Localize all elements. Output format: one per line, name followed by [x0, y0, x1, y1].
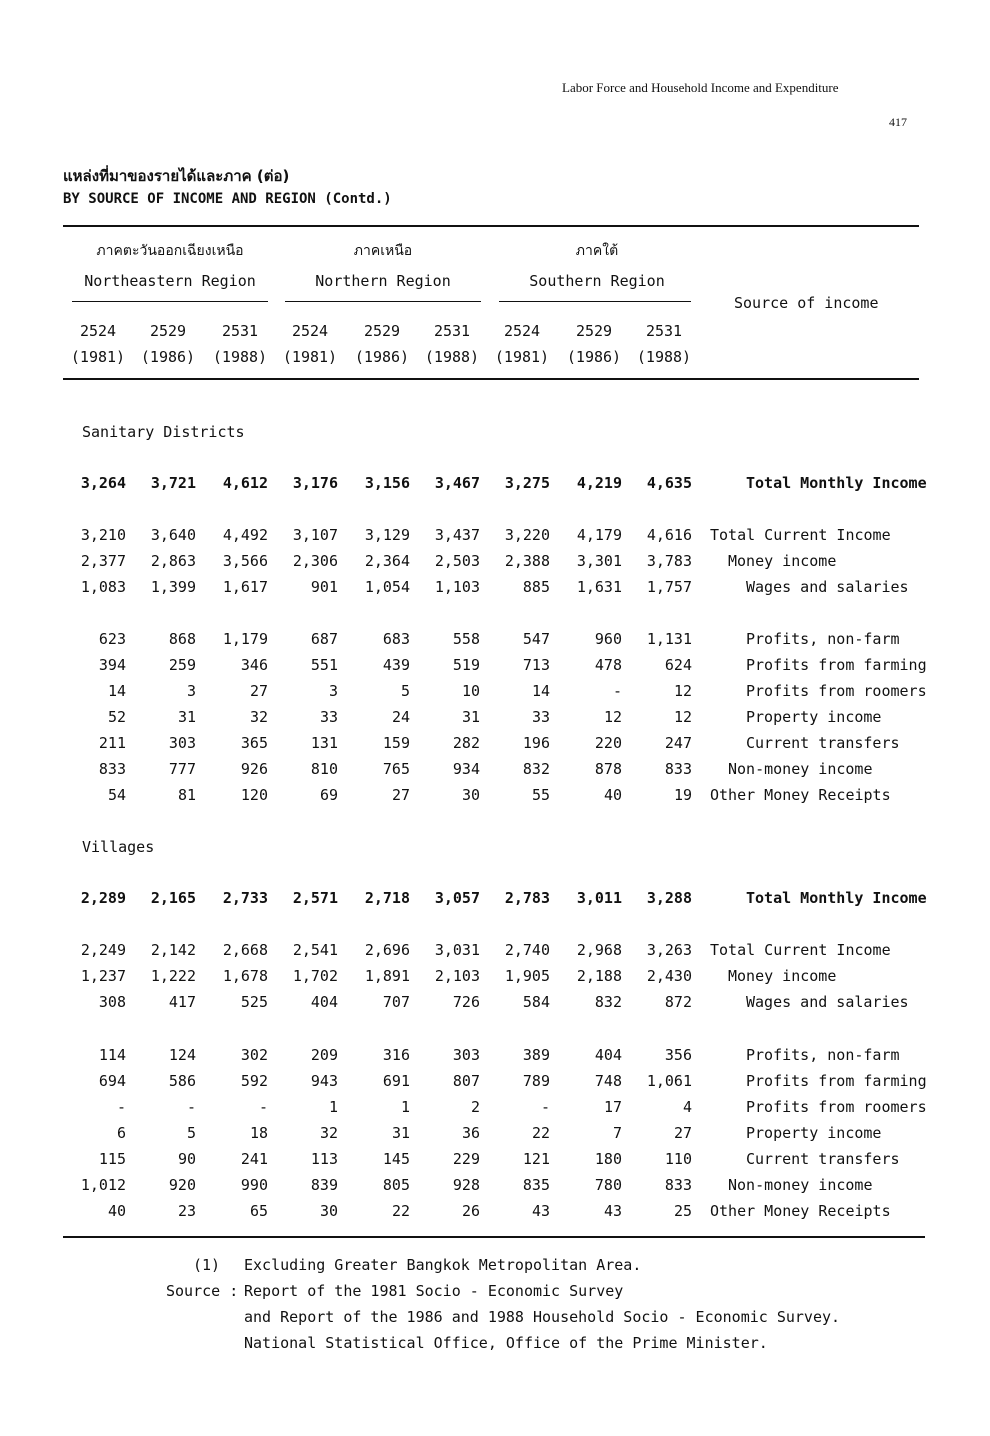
table-cell: 180 — [594, 1150, 622, 1168]
year-header — [417, 318, 487, 370]
table-cell: 1,891 — [364, 967, 410, 985]
year-buddhist-era: 2531 — [221, 322, 259, 340]
table-cell: 22 — [391, 1202, 410, 1220]
table-cell: 1,012 — [80, 1176, 126, 1194]
row-label: Profits from roomers — [746, 682, 927, 700]
table-cell: 4,179 — [576, 526, 622, 544]
table-cell: 3,057 — [434, 889, 480, 907]
table-cell: 3,263 — [646, 941, 692, 959]
table-cell: 694 — [98, 1072, 126, 1090]
table-cell: 131 — [310, 734, 338, 752]
row-label: Profits from farming — [746, 1072, 927, 1090]
row-label: Other Money Receipts — [710, 1202, 891, 1220]
table-cell: 3,220 — [504, 526, 550, 544]
year-buddhist-era: 2524 — [291, 322, 329, 340]
table-cell: - — [540, 1098, 550, 1116]
region-underline — [285, 301, 481, 302]
table-cell: 623 — [98, 630, 126, 648]
year-common-era: (1981) — [70, 348, 126, 366]
table-cell: 27 — [673, 1124, 692, 1142]
table-cell: 7 — [612, 1124, 622, 1142]
table-cell: 115 — [98, 1150, 126, 1168]
table-cell: 1,179 — [222, 630, 268, 648]
table-cell: 885 — [522, 578, 550, 596]
year-common-era: (1981) — [282, 348, 338, 366]
table-cell: 4,616 — [646, 526, 692, 544]
section-label: Villages — [82, 838, 155, 856]
table-cell: 389 — [522, 1046, 550, 1064]
table-cell: 2,165 — [150, 889, 196, 907]
table-cell: 943 — [310, 1072, 338, 1090]
table-cell: 2,696 — [364, 941, 410, 959]
table-cell: 3,107 — [292, 526, 338, 544]
table-cell: 868 — [168, 630, 196, 648]
table-cell: 2,249 — [80, 941, 126, 959]
source-label: Source : — [166, 1282, 239, 1300]
table-cell: 110 — [664, 1150, 692, 1168]
table-cell: 417 — [168, 993, 196, 1011]
table-cell: 31 — [461, 708, 480, 726]
year-buddhist-era: 2524 — [503, 322, 541, 340]
table-cell: 1,399 — [150, 578, 196, 596]
table-cell: 229 — [452, 1150, 480, 1168]
table-cell: 4,635 — [646, 474, 692, 492]
table-cell: 69 — [319, 786, 338, 804]
table-cell: 833 — [664, 760, 692, 778]
table-cell: 12 — [603, 708, 622, 726]
table-cell: 2,668 — [222, 941, 268, 959]
table-cell: 2,740 — [504, 941, 550, 959]
table-cell: 4,612 — [222, 474, 268, 492]
table-cell: 3,437 — [434, 526, 480, 544]
year-common-era: (1981) — [494, 348, 550, 366]
table-cell: 113 — [310, 1150, 338, 1168]
table-cell: 832 — [594, 993, 622, 1011]
table-cell: 777 — [168, 760, 196, 778]
table-cell: - — [612, 682, 622, 700]
table-cell: 713 — [522, 656, 550, 674]
table-cell: 3,129 — [364, 526, 410, 544]
row-label: Wages and salaries — [746, 578, 909, 596]
table-cell: 1 — [400, 1098, 410, 1116]
year-header — [205, 318, 275, 370]
table-cell: 31 — [177, 708, 196, 726]
year-header — [487, 318, 557, 370]
table-cell: 40 — [603, 786, 622, 804]
table-cell: 624 — [664, 656, 692, 674]
table-cell: 30 — [461, 786, 480, 804]
year-buddhist-era: 2529 — [149, 322, 187, 340]
table-cell: 43 — [531, 1202, 550, 1220]
source-line: National Statistical Office, Office of the Prime Minister. — [244, 1334, 768, 1352]
table-cell: 1,054 — [364, 578, 410, 596]
table-cell: 114 — [98, 1046, 126, 1064]
running-head: Labor Force and Household Income and Expenditure — [562, 80, 839, 95]
table-cell: 789 — [522, 1072, 550, 1090]
table-cell: 145 — [382, 1150, 410, 1168]
table-cell: 3,210 — [80, 526, 126, 544]
table-cell: 1,702 — [292, 967, 338, 985]
table-cell: 2 — [470, 1098, 480, 1116]
table-cell: 2,541 — [292, 941, 338, 959]
table-cell: 2,863 — [150, 552, 196, 570]
year-common-era: (1986) — [140, 348, 196, 366]
section-label: Sanitary Districts — [82, 423, 245, 441]
year-buddhist-era: 2524 — [79, 322, 117, 340]
table-cell: 2,103 — [434, 967, 480, 985]
table-cell: 726 — [452, 993, 480, 1011]
table-cell: 835 — [522, 1176, 550, 1194]
row-label: Total Current Income — [710, 526, 891, 544]
region-name-thai: ภาคตะวันออกเฉียงเหนือ — [96, 243, 244, 259]
table-cell: 810 — [310, 760, 338, 778]
table-cell: 1,083 — [80, 578, 126, 596]
table-cell: 1,617 — [222, 578, 268, 596]
table-cell: 12 — [673, 708, 692, 726]
table-cell: 14 — [107, 682, 126, 700]
table-cell: 928 — [452, 1176, 480, 1194]
table-cell: 10 — [461, 682, 480, 700]
table-cell: 586 — [168, 1072, 196, 1090]
region-underline — [499, 301, 691, 302]
table-cell: 196 — [522, 734, 550, 752]
table-cell: 5 — [186, 1124, 196, 1142]
table-cell: 878 — [594, 760, 622, 778]
table-cell: 6 — [116, 1124, 126, 1142]
table-cell: 683 — [382, 630, 410, 648]
table-cell: 26 — [461, 1202, 480, 1220]
table-cell: 2,718 — [364, 889, 410, 907]
table-cell: 12 — [673, 682, 692, 700]
row-label: Property income — [746, 1124, 882, 1142]
table-cell: 1,131 — [646, 630, 692, 648]
table-cell: 3,721 — [150, 474, 196, 492]
table-cell: 3,275 — [504, 474, 550, 492]
table-cell: 584 — [522, 993, 550, 1011]
table-cell: 36 — [461, 1124, 480, 1142]
table-cell: 2,289 — [80, 889, 126, 907]
table-cell: 302 — [240, 1046, 268, 1064]
source-line: and Report of the 1986 and 1988 Household Socio - Economic Survey. — [244, 1308, 841, 1326]
table-cell: 2,571 — [292, 889, 338, 907]
year-common-era: (1988) — [636, 348, 692, 366]
row-label: Current transfers — [746, 734, 900, 752]
table-cell: 748 — [594, 1072, 622, 1090]
table-cell: 2,783 — [504, 889, 550, 907]
region-underline — [72, 301, 268, 302]
table-cell: 33 — [319, 708, 338, 726]
row-label: Non-money income — [728, 1176, 873, 1194]
table-cell: 2,388 — [504, 552, 550, 570]
table-cell: 1 — [328, 1098, 338, 1116]
table-cell: 1,222 — [150, 967, 196, 985]
table-cell: 691 — [382, 1072, 410, 1090]
header-bottom-rule — [63, 378, 919, 380]
row-label: Money income — [728, 967, 837, 985]
table-cell: 926 — [240, 760, 268, 778]
table-cell: 18 — [249, 1124, 268, 1142]
table-cell: 3,640 — [150, 526, 196, 544]
table-cell: 805 — [382, 1176, 410, 1194]
year-common-era: (1986) — [566, 348, 622, 366]
year-common-era: (1988) — [212, 348, 268, 366]
table-cell: 25 — [673, 1202, 692, 1220]
year-header — [133, 318, 203, 370]
table-cell: 308 — [98, 993, 126, 1011]
table-cell: 159 — [382, 734, 410, 752]
source-line: Report of the 1981 Socio - Economic Survey — [244, 1282, 624, 1300]
row-label: Non-money income — [728, 760, 873, 778]
table-cell: 1,678 — [222, 967, 268, 985]
table-cell: 356 — [664, 1046, 692, 1064]
table-cell: 4,492 — [222, 526, 268, 544]
table-cell: 365 — [240, 734, 268, 752]
table-cell: 90 — [177, 1150, 196, 1168]
table-cell: 14 — [531, 682, 550, 700]
year-common-era: (1986) — [354, 348, 410, 366]
table-cell: 4 — [682, 1098, 692, 1116]
table-cell: 19 — [673, 786, 692, 804]
table-cell: 3 — [328, 682, 338, 700]
row-label: Profits, non-farm — [746, 630, 900, 648]
table-cell: 2,503 — [434, 552, 480, 570]
row-label: Wages and salaries — [746, 993, 909, 1011]
table-cell: 30 — [319, 1202, 338, 1220]
region-name-thai: ภาคใต้ — [575, 243, 619, 259]
table-cell: 121 — [522, 1150, 550, 1168]
table-cell: 5 — [400, 682, 410, 700]
table-cell: 3,264 — [80, 474, 126, 492]
table-cell: 54 — [107, 786, 126, 804]
year-header — [629, 318, 699, 370]
year-buddhist-era: 2529 — [363, 322, 401, 340]
table-cell: 807 — [452, 1072, 480, 1090]
table-cell: 241 — [240, 1150, 268, 1168]
table-cell: 2,733 — [222, 889, 268, 907]
table-cell: 901 — [310, 578, 338, 596]
row-label: Property income — [746, 708, 882, 726]
row-label: Profits from farming — [746, 656, 927, 674]
table-cell: 3 — [186, 682, 196, 700]
page-number: 417 — [889, 115, 907, 129]
table-cell: 2,364 — [364, 552, 410, 570]
table-cell: 22 — [531, 1124, 550, 1142]
table-cell: 316 — [382, 1046, 410, 1064]
row-label: Current transfers — [746, 1150, 900, 1168]
table-cell: 211 — [98, 734, 126, 752]
table-cell: 833 — [664, 1176, 692, 1194]
table-cell: 687 — [310, 630, 338, 648]
region-header-northeastern — [70, 240, 270, 290]
table-cell: 1,237 — [80, 967, 126, 985]
table-cell: 2,142 — [150, 941, 196, 959]
table-cell: 124 — [168, 1046, 196, 1064]
table-cell: 3,301 — [576, 552, 622, 570]
year-buddhist-era: 2529 — [575, 322, 613, 340]
table-cell: 872 — [664, 993, 692, 1011]
table-top-rule — [63, 225, 919, 227]
table-cell: 3,288 — [646, 889, 692, 907]
row-label: Total Monthly Income — [746, 889, 927, 907]
table-cell: 990 — [240, 1176, 268, 1194]
region-name-english: Northeastern Region — [84, 272, 256, 290]
row-label: Profits from roomers — [746, 1098, 927, 1116]
table-cell: - — [186, 1098, 196, 1116]
table-cell: 1,905 — [504, 967, 550, 985]
table-cell: 2,306 — [292, 552, 338, 570]
table-cell: 282 — [452, 734, 480, 752]
table-cell: 3,156 — [364, 474, 410, 492]
footnote-marker: (1) — [193, 1256, 221, 1274]
row-label: Profits, non-farm — [746, 1046, 900, 1064]
row-label: Total Monthly Income — [746, 474, 927, 492]
table-cell: 780 — [594, 1176, 622, 1194]
table-cell: 3,566 — [222, 552, 268, 570]
table-title-thai: แหล่งที่มาของรายได้และภาค (ต่อ) — [63, 167, 290, 185]
table-cell: 2,188 — [576, 967, 622, 985]
row-label: Total Current Income — [710, 941, 891, 959]
table-cell: 1,103 — [434, 578, 480, 596]
region-name-thai: ภาคเหนือ — [353, 243, 413, 259]
table-cell: 120 — [240, 786, 268, 804]
table-cell: 4,219 — [576, 474, 622, 492]
table-cell: 23 — [177, 1202, 196, 1220]
table-cell: 525 — [240, 993, 268, 1011]
table-cell: 394 — [98, 656, 126, 674]
table-cell: 960 — [594, 630, 622, 648]
table-cell: 934 — [452, 760, 480, 778]
year-header — [63, 318, 133, 370]
table-cell: 52 — [107, 708, 126, 726]
region-header-northern — [283, 240, 483, 290]
table-cell: 259 — [168, 656, 196, 674]
table-cell: 3,467 — [434, 474, 480, 492]
table-cell: 220 — [594, 734, 622, 752]
table-cell: - — [258, 1098, 268, 1116]
table-cell: 65 — [249, 1202, 268, 1220]
table-title-english: BY SOURCE OF INCOME AND REGION (Contd.) — [63, 191, 392, 207]
table-bottom-rule — [63, 1236, 925, 1238]
table-cell: 32 — [249, 708, 268, 726]
table-cell: 551 — [310, 656, 338, 674]
table-cell: 346 — [240, 656, 268, 674]
table-cell: 1,631 — [576, 578, 622, 596]
source-column-header: Source of income — [734, 294, 879, 312]
table-cell: 17 — [603, 1098, 622, 1116]
table-cell: 303 — [168, 734, 196, 752]
year-header — [347, 318, 417, 370]
table-cell: 547 — [522, 630, 550, 648]
table-cell: 2,430 — [646, 967, 692, 985]
row-label: Other Money Receipts — [710, 786, 891, 804]
region-name-english: Southern Region — [529, 272, 665, 290]
table-cell: 24 — [391, 708, 410, 726]
table-cell: 519 — [452, 656, 480, 674]
year-buddhist-era: 2531 — [433, 322, 471, 340]
table-cell: 1,757 — [646, 578, 692, 596]
row-label: Money income — [728, 552, 837, 570]
table-cell: 832 — [522, 760, 550, 778]
table-cell: 32 — [319, 1124, 338, 1142]
table-cell: - — [116, 1098, 126, 1116]
table-cell: 2,968 — [576, 941, 622, 959]
table-cell: 3,011 — [576, 889, 622, 907]
year-common-era: (1988) — [424, 348, 480, 366]
table-cell: 31 — [391, 1124, 410, 1142]
table-cell: 478 — [594, 656, 622, 674]
table-cell: 2,377 — [80, 552, 126, 570]
table-cell: 592 — [240, 1072, 268, 1090]
table-cell: 439 — [382, 656, 410, 674]
table-cell: 3,783 — [646, 552, 692, 570]
table-cell: 303 — [452, 1046, 480, 1064]
table-cell: 81 — [177, 786, 196, 804]
table-cell: 833 — [98, 760, 126, 778]
table-cell: 839 — [310, 1176, 338, 1194]
table-cell: 55 — [531, 786, 550, 804]
table-cell: 247 — [664, 734, 692, 752]
table-cell: 707 — [382, 993, 410, 1011]
region-header-southern — [497, 240, 697, 290]
table-cell: 27 — [391, 786, 410, 804]
table-cell: 404 — [310, 993, 338, 1011]
table-cell: 1,061 — [646, 1072, 692, 1090]
table-cell: 33 — [531, 708, 550, 726]
year-header — [559, 318, 629, 370]
table-cell: 3,031 — [434, 941, 480, 959]
region-name-english: Northern Region — [315, 272, 451, 290]
table-cell: 43 — [603, 1202, 622, 1220]
table-cell: 404 — [594, 1046, 622, 1064]
year-header — [275, 318, 345, 370]
table-cell: 920 — [168, 1176, 196, 1194]
table-cell: 765 — [382, 760, 410, 778]
table-cell: 209 — [310, 1046, 338, 1064]
year-buddhist-era: 2531 — [645, 322, 683, 340]
table-cell: 3,176 — [292, 474, 338, 492]
footnote-text: Excluding Greater Bangkok Metropolitan Area. — [244, 1256, 642, 1274]
table-cell: 27 — [249, 682, 268, 700]
table-cell: 40 — [107, 1202, 126, 1220]
table-cell: 558 — [452, 630, 480, 648]
